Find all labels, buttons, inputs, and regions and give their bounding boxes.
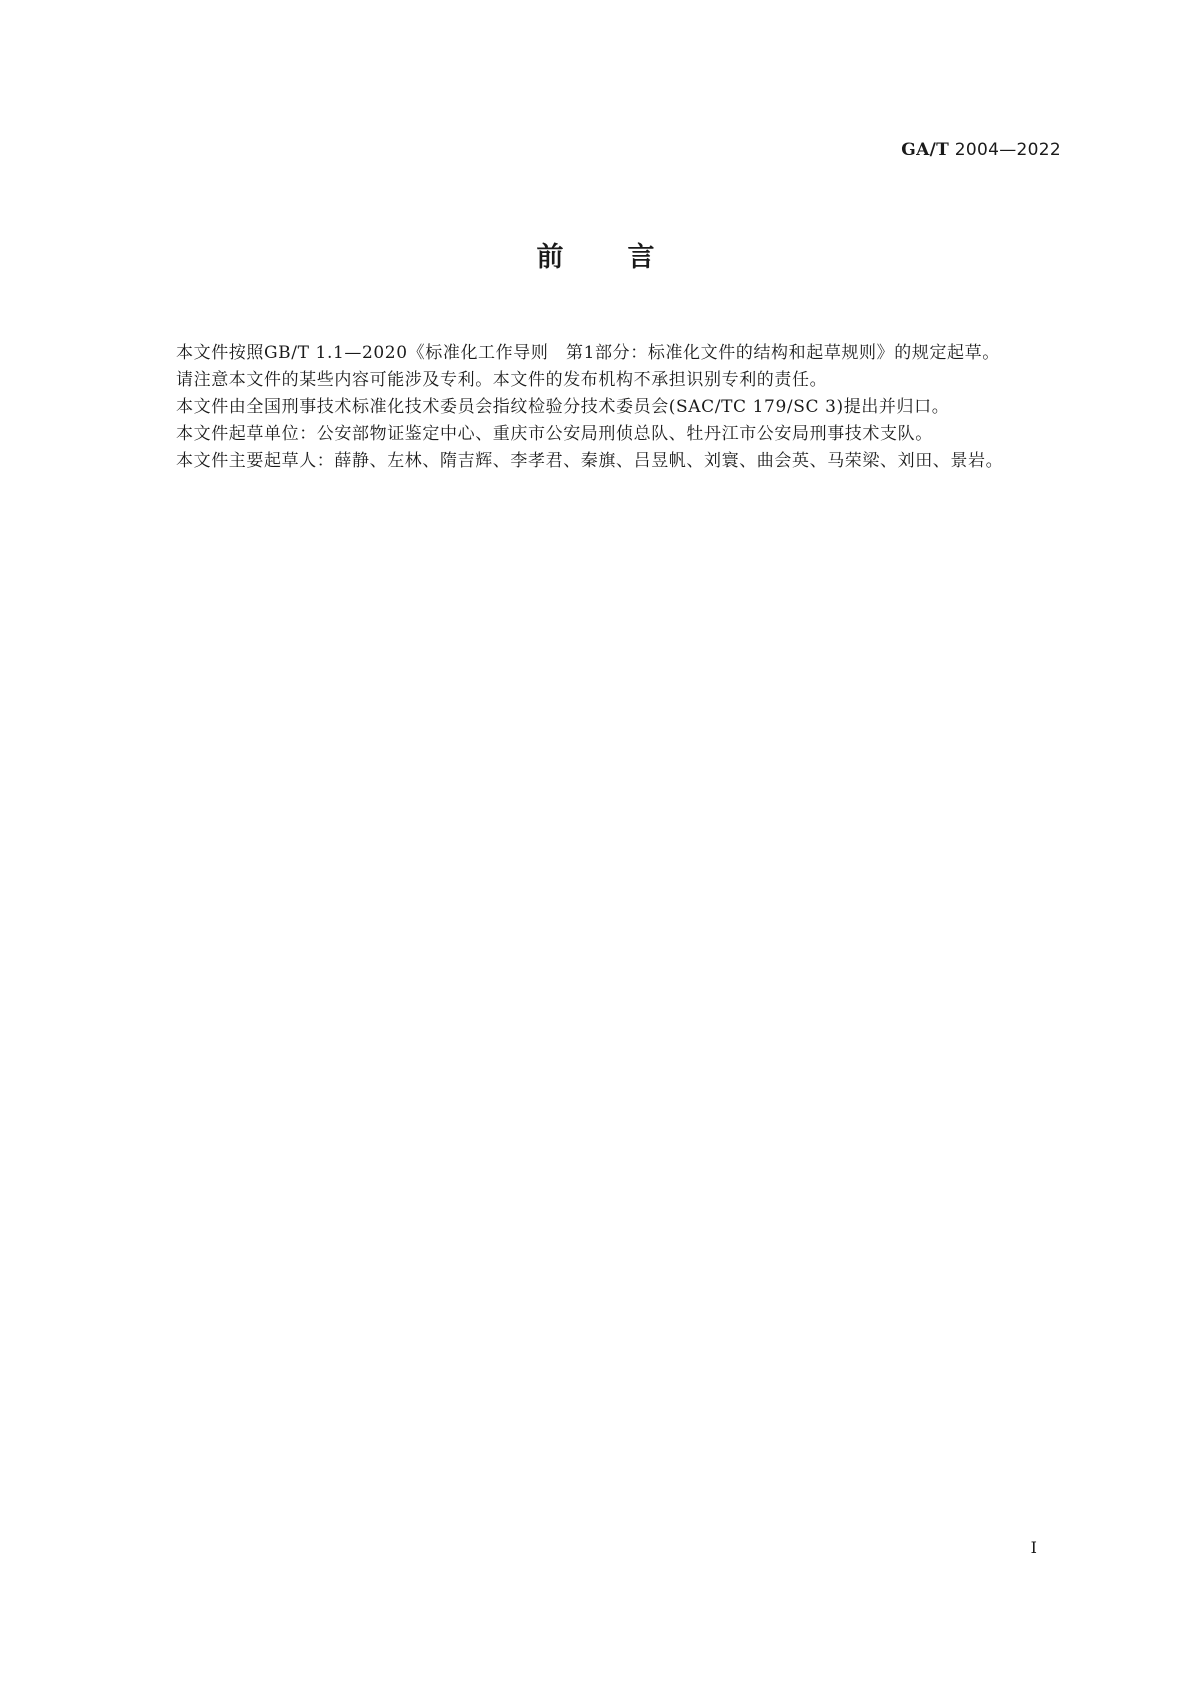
paragraph-drafting-rules: 本文件按照GB/T 1.1—2020《标准化工作导则 第1部分：标准化文件的结构和起草规则》的规定起草。 [176,343,1000,363]
foreword-body [142,340,1060,475]
paragraph-drafting-units: 本文件起草单位：公安部物证鉴定中心、重庆市公安局刑侦总队、牡丹江市公安局刑事技术支队。 [176,424,933,444]
page-number: I [1030,1538,1037,1557]
paragraph-proposer: 本文件由全国刑事技术标准化技术委员会指纹检验分技术委员会(SAC/TC 179/SC 3)提出并归口。 [176,397,950,417]
page-title: 前言 [536,242,719,273]
paragraph-drafters: 本文件主要起草人：薛静、左林、隋吉辉、李孝君、秦旗、吕昱帆、刘寰、曲会英、马荣梁、刘田、景岩。 [176,451,1004,471]
standard-code-number: 2004—2022 [954,140,1061,160]
paragraph-patent-notice: 请注意本文件的某些内容可能涉及专利。本文件的发布机构不承担识别专利的责任。 [176,370,828,390]
standard-code-prefix: GA/T [901,140,950,160]
standard-code [901,140,1061,160]
